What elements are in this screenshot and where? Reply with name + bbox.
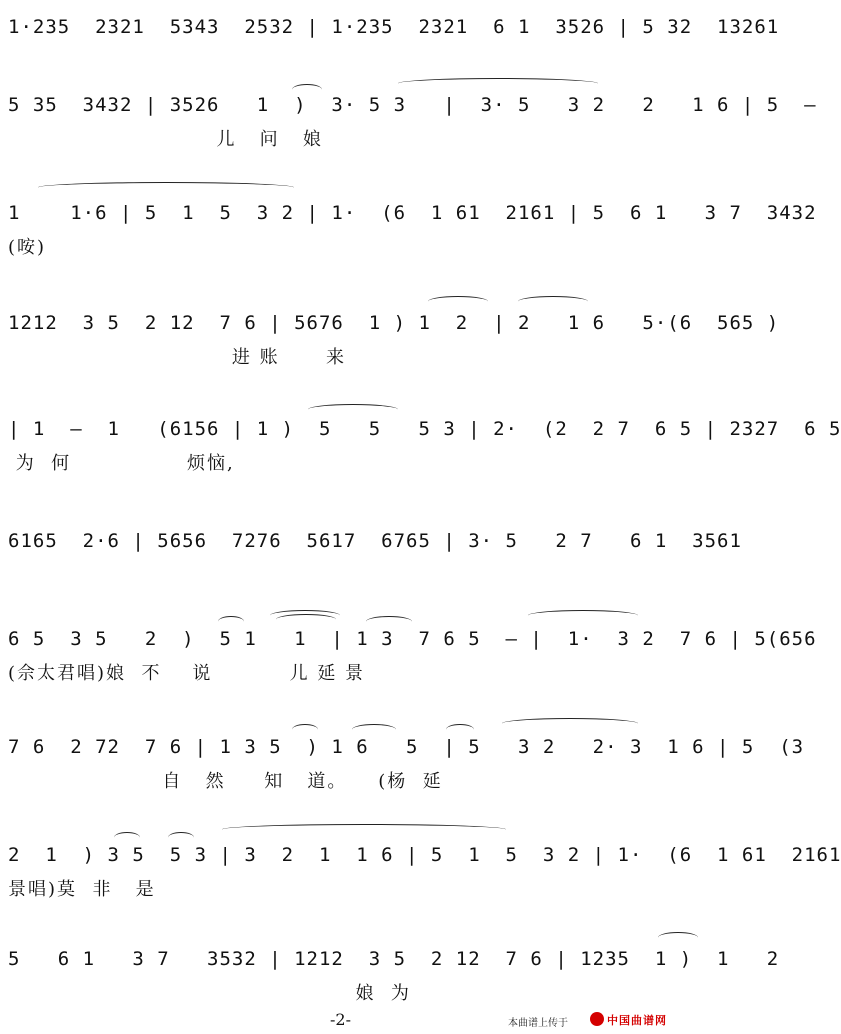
lyrics-line (8, 564, 692, 588)
lyrics-line: 为 何 烦恼, (8, 453, 235, 474)
slur-mark (276, 614, 336, 625)
lyrics-line: 景唱)莫 非 是 (8, 879, 156, 900)
notation-line: 6 5 3 5 2 ) 5 1 1 | 1 3 7 6 5 — | 1· 3 2 7 6 | 5(656 (8, 628, 817, 650)
lyrics-line (8, 50, 692, 74)
slur-mark (398, 78, 598, 89)
slur-mark (38, 182, 294, 193)
notation-line: 2 1 ) 3 5 5 3 | 3 2 1 1 6 | 5 1 5 3 2 | 1· (6 1 61 2161 (8, 844, 841, 866)
page-footer (0, 1004, 700, 1034)
notation-line: | 1 — 1 (6156 | 1 ) 5 5 5 3 | 2· (2 2 7 6 5 | 2327 6 5 (8, 418, 841, 440)
slur-mark (528, 610, 638, 621)
slur-mark (222, 824, 506, 835)
lyrics-line: 娘 为 (8, 983, 411, 1004)
notation-line: 1212 3 5 2 12 7 6 | 5676 1 ) 1 2 | 2 1 6 5·(6 565 ) (8, 312, 780, 334)
lyrics-line: (咹) (8, 237, 47, 258)
notation-line: 7 6 2 72 7 6 | 1 3 5 ) 1 6 5 | 5 3 2 2· 3 1 6 | 5 (3 (8, 736, 805, 758)
notation-line: 1 1·6 | 5 1 5 3 2 | 1· (6 1 61 2161 | 5 6 1 3 7 3432 (8, 202, 817, 224)
notation-line: 1·235 2321 5343 2532 | 1·235 2321 6 1 3526 | 5 32 13261 (8, 16, 780, 38)
source-note: 本曲谱上传于 (508, 1018, 568, 1029)
page-number: -2- (330, 1010, 351, 1029)
notation-line: 5 35 3432 | 3526 1 ) 3· 5 3 | 3· 5 3 2 2 1 6 | 5 — (8, 94, 817, 116)
slur-mark (308, 404, 398, 415)
lyrics-line: 儿 问 娘 (8, 129, 323, 150)
lyrics-line: (佘太君唱)娘 不 说 儿 延 景 (8, 663, 366, 684)
notation-line: 6165 2·6 | 5656 7276 5617 6765 | 3· 5 2 7 6 1 3561 (8, 530, 742, 552)
lyrics-line: 自 然 知 道。 (杨 延 (8, 771, 443, 792)
slur-mark (502, 718, 638, 729)
lyrics-line: 进 账 来 (8, 347, 346, 368)
notation-line: 5 6 1 3 7 3532 | 1212 3 5 2 12 7 6 | 1235 1 ) 1 2 (8, 948, 780, 970)
slur-mark (658, 932, 698, 943)
site-logo[interactable] (590, 1012, 694, 1028)
slur-mark (518, 296, 588, 307)
slur-mark (428, 296, 488, 307)
logo-icon (590, 1012, 604, 1026)
logo-text: 中国曲谱网 (607, 1014, 667, 1027)
